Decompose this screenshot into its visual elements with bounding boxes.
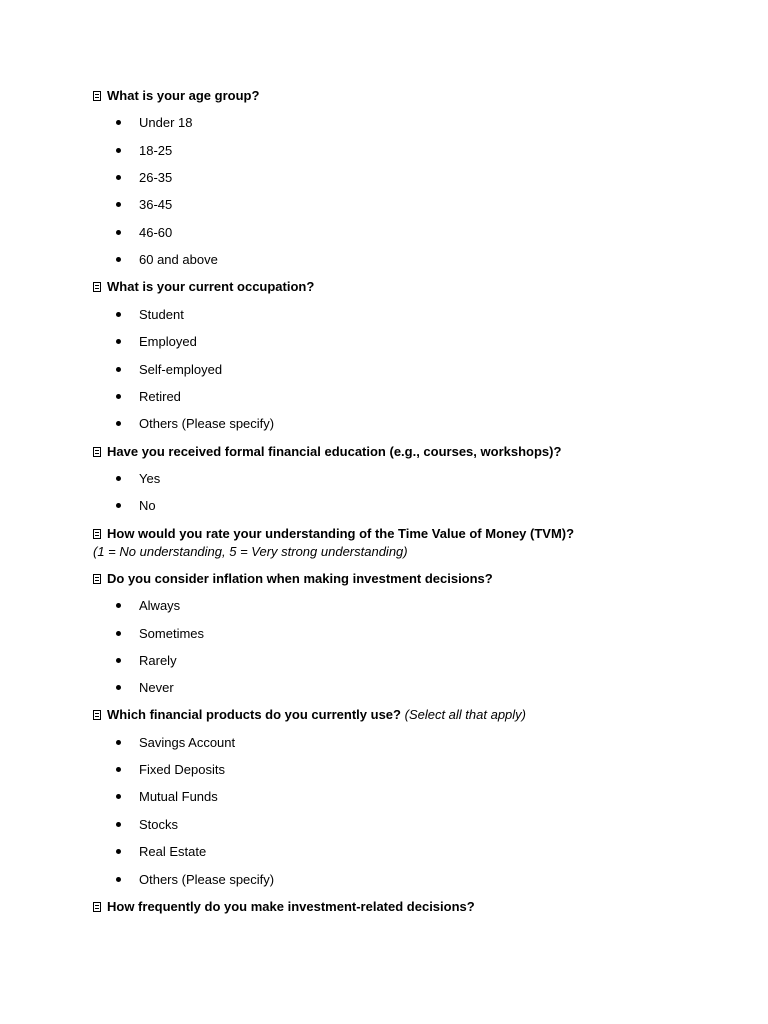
question-investment-frequency xyxy=(93,899,475,915)
option-label: 18-25 xyxy=(139,143,173,158)
option-item xyxy=(116,653,177,669)
question-text: Have you received formal financial education (e.g., courses, workshops)? xyxy=(107,444,562,459)
option-label: Never xyxy=(139,680,174,695)
question-text: What is your current occupation? xyxy=(107,279,315,294)
bullet-icon xyxy=(116,877,121,882)
option-label: Mutual Funds xyxy=(139,789,218,804)
bullet-icon xyxy=(116,849,121,854)
bullet-icon xyxy=(116,202,121,207)
option-label: Others (Please specify) xyxy=(139,872,275,887)
bullet-icon xyxy=(116,421,121,426)
option-item xyxy=(116,680,174,696)
bullet-icon xyxy=(116,822,121,827)
missing-glyph-icon xyxy=(93,529,101,539)
question-note: (Select all that apply) xyxy=(404,707,527,722)
option-label: Self-employed xyxy=(139,362,223,377)
option-label: Student xyxy=(139,307,184,322)
option-item xyxy=(116,307,184,323)
question-financial-education xyxy=(93,444,561,460)
question-age-group xyxy=(93,88,259,104)
option-label: Real Estate xyxy=(139,844,207,859)
bullet-icon xyxy=(116,339,121,344)
option-item xyxy=(116,143,172,159)
option-item xyxy=(116,334,197,350)
option-item xyxy=(116,735,235,751)
option-label: 36-45 xyxy=(139,197,173,212)
option-item xyxy=(116,170,172,186)
missing-glyph-icon xyxy=(93,282,101,292)
option-item xyxy=(116,762,225,778)
missing-glyph-icon xyxy=(93,902,101,912)
question-subtitle: (1 = No understanding, 5 = Very strong understanding) xyxy=(93,544,408,559)
option-item xyxy=(116,817,178,833)
option-item xyxy=(116,844,206,860)
option-item xyxy=(116,362,222,378)
question-text: Which financial products do you currently use? xyxy=(107,707,401,722)
question-occupation xyxy=(93,279,314,295)
bullet-icon xyxy=(116,257,121,262)
option-label: Under 18 xyxy=(139,115,193,130)
missing-glyph-icon xyxy=(93,574,101,584)
option-label: Yes xyxy=(139,471,161,486)
option-label: 46-60 xyxy=(139,225,173,240)
bullet-icon xyxy=(116,476,121,481)
bullet-icon xyxy=(116,603,121,608)
option-label: Always xyxy=(139,598,181,613)
bullet-icon xyxy=(116,685,121,690)
option-item xyxy=(116,626,204,642)
question-text: How frequently do you make investment-related decisions? xyxy=(107,899,475,914)
bullet-icon xyxy=(116,312,121,317)
option-item xyxy=(116,471,160,487)
option-item xyxy=(116,225,172,241)
bullet-icon xyxy=(116,367,121,372)
option-label: Others (Please specify) xyxy=(139,416,275,431)
bullet-icon xyxy=(116,794,121,799)
question-text: What is your age group? xyxy=(107,88,260,103)
bullet-icon xyxy=(116,175,121,180)
option-item xyxy=(116,389,181,405)
option-item xyxy=(116,115,192,131)
bullet-icon xyxy=(116,767,121,772)
option-item xyxy=(116,598,180,614)
missing-glyph-icon xyxy=(93,447,101,457)
option-item xyxy=(116,872,274,888)
option-label: Stocks xyxy=(139,817,179,832)
option-label: Fixed Deposits xyxy=(139,762,225,777)
option-item xyxy=(116,197,172,213)
option-item xyxy=(116,252,218,268)
question-inflation xyxy=(93,571,493,587)
option-label: Retired xyxy=(139,389,181,404)
missing-glyph-icon xyxy=(93,710,101,720)
option-label: 26-35 xyxy=(139,170,173,185)
question-text: Do you consider inflation when making investment decisions? xyxy=(107,571,493,586)
option-label: Rarely xyxy=(139,653,177,668)
bullet-icon xyxy=(116,120,121,125)
missing-glyph-icon xyxy=(93,91,101,101)
option-item xyxy=(116,416,274,432)
option-label: Sometimes xyxy=(139,626,205,641)
bullet-icon xyxy=(116,394,121,399)
option-label: Savings Account xyxy=(139,735,236,750)
option-item xyxy=(116,789,218,805)
option-item xyxy=(116,498,156,514)
option-label: Employed xyxy=(139,334,197,349)
question-tvm-rating xyxy=(93,526,574,542)
bullet-icon xyxy=(116,148,121,153)
option-label: 60 and above xyxy=(139,252,218,267)
option-label: No xyxy=(139,498,156,513)
bullet-icon xyxy=(116,503,121,508)
bullet-icon xyxy=(116,658,121,663)
bullet-icon xyxy=(116,631,121,636)
question-text: How would you rate your understanding of the Time Value of Money (TVM)? xyxy=(107,526,575,541)
bullet-icon xyxy=(116,230,121,235)
question-financial-products xyxy=(93,707,526,723)
bullet-icon xyxy=(116,740,121,745)
